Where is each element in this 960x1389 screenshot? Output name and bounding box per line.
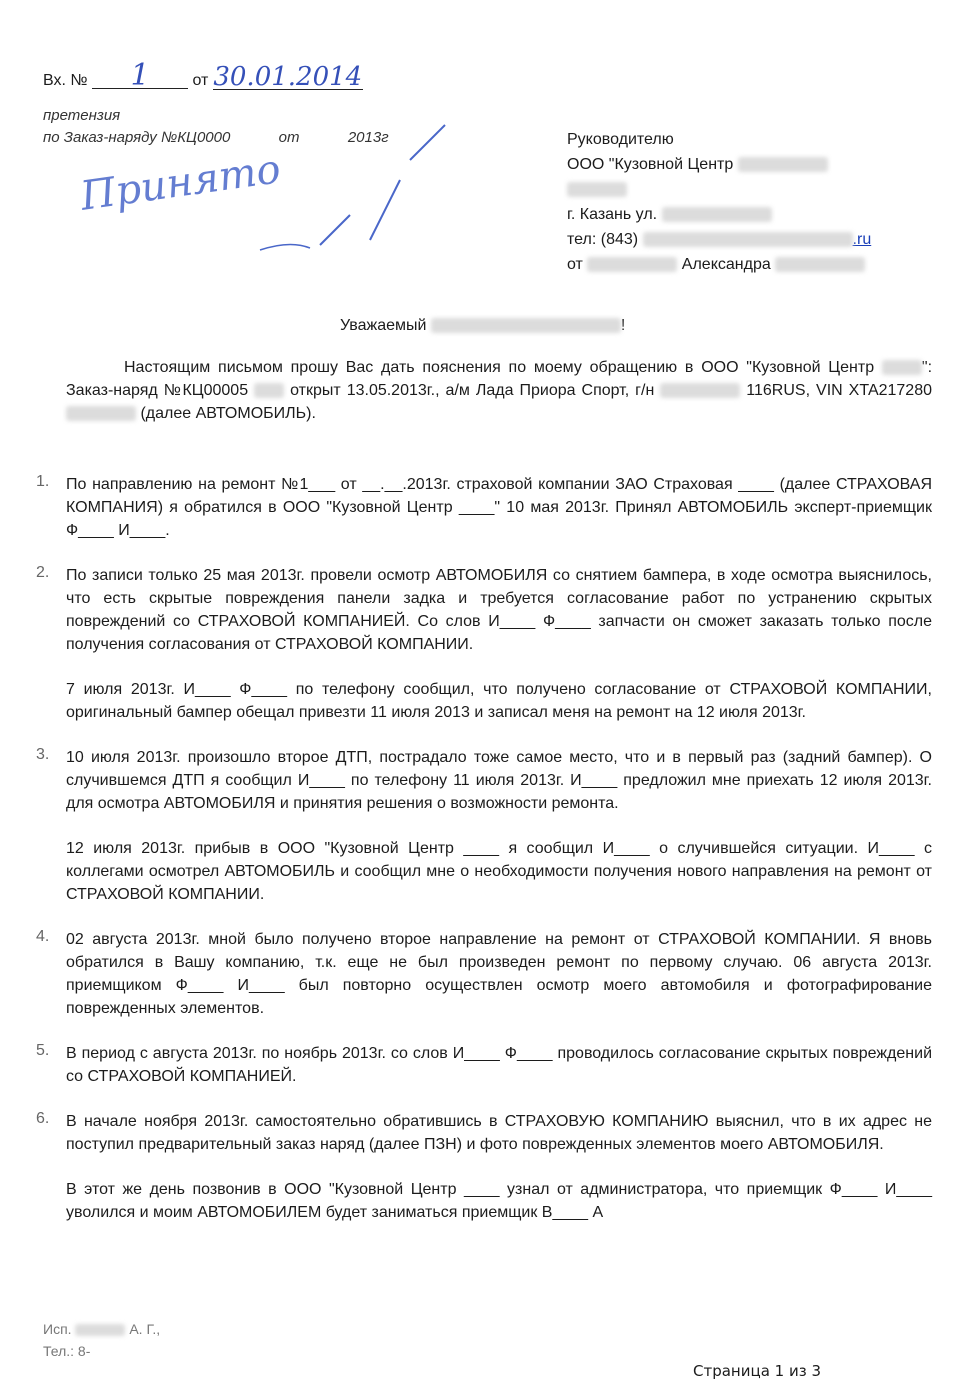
addressee-company: ООО "Кузовной Центр [567, 152, 947, 177]
list-item: 5. В период с августа 2013г. по ноябрь 2013г. со слов И____ Ф____ проводилось согласование скрытых повреждений со СТРАХОВОЙ КОМПАНИЕЙ. [66, 1042, 932, 1088]
item-paragraph: В начале ноября 2013г. самостоятельно обратившись в СТРАХОВУЮ КОМПАНИЮ выяснил, что в их адрес не поступил предварительный заказ наряд (далее ПЗН) и фото поврежденных элементов моего АВТОМОБИЛЯ. [66, 1113, 932, 1153]
subject-order-number: по Заказ-наряду №КЦ0000 [43, 129, 231, 146]
list-item: 1. По направлению на ремонт №1___ от __.__.2013г. страховой компании ЗАО Страховая ____ (далее СТРАХОВАЯ КОМПАНИЯ) я обратился в ООО "Кузовной Центр ____" 10 мая 2013г. Принял АВТОМОБИЛЬ эксперт-приемщик Ф____ И____. [66, 473, 932, 542]
list-item: 4. 02 августа 2013г. мной было получено второе направление на ремонт от СТРАХОВОЙ КОМПАНИИ. Я вновь обратился в Вашу компанию, т.к. еще не был произведен ремонт по первому случаю. 06 августа 2013г. приемщиком Ф____ И____ был повторно осуществлен осмотр моего автомобиля и фотографирование поврежденных элементов. [66, 928, 932, 1020]
list-item: 6. В начале ноября 2013г. самостоятельно обратившись в СТРАХОВУЮ КОМПАНИЮ выяснил, что в их адрес не поступил предварительный заказ наряд (далее ПЗН) и фото поврежденных элементов моего АВТОМОБИЛЯ. В этот же день позвонив в ООО "Кузовной Центр ____ узнал от администратора, что приемщик Ф____ И____ уволился и моим АВТОМОБИЛЕМ будет заниматься приемщик В____ А [66, 1110, 932, 1224]
executor-initials: А. Г., [129, 1321, 161, 1337]
handwritten-signature: Принято [77, 146, 284, 220]
incoming-from-label: от [192, 72, 209, 89]
executor-phone: Тел.: 8- [43, 1343, 91, 1359]
subject-year: 2013г [347, 129, 389, 146]
addressee-redacted-line [567, 177, 947, 202]
addressee-phone: тел: (843) .ru [567, 231, 872, 248]
signature-strokes [250, 120, 470, 260]
item-paragraph: В этот же день позвонив в ООО "Кузовной Центр ____ узнал от администратора, что приемщик Ф____ И____ уволился и моим АВТОМОБИЛЕМ будет заниматься приемщик В____ А [66, 1181, 932, 1221]
claim-items-list [36, 473, 932, 1246]
subject-line1: претензия [43, 107, 121, 124]
executor-label: Исп. [43, 1321, 72, 1337]
item-paragraph: По записи только 25 мая 2013г. провели осмотр АВТОМОБИЛЯ со снятием бампера, в ходе осмотра выяснилось, что есть скрытые повреждения панели задка и требуется согласование работ по устранению скрытых повреждений со СТРАХОВОЙ КОМПАНИЕЙ. Со слов И____ Ф____ запчасти он сможет заказать только после получения согласования от СТРАХОВОЙ КОМПАНИИ. [66, 567, 932, 653]
addressee-sender: от Александра [567, 252, 947, 277]
incoming-registration [43, 58, 363, 93]
item-paragraph: По направлению на ремонт №1___ от __.__.2013г. страховой компании ЗАО Страховая ____ (далее СТРАХОВАЯ КОМПАНИЯ) я обратился в ООО "Кузовной Центр ____" 10 мая 2013г. Принял АВТОМОБИЛЬ эксперт-приемщик Ф____ И____. [66, 476, 932, 539]
addressee-address: г. Казань ул. [567, 202, 947, 227]
addressee-title: Руководителю [567, 131, 674, 148]
executor-block [43, 1318, 343, 1362]
item-paragraph: 12 июля 2013г. прибыв в ООО "Кузовной Центр ____ я сообщил И____ о случившейся ситуации. И____ с коллегами осмотрел АВТОМОБИЛЬ и сообщил мне о необходимости получения нового направления на ремонт от СТРАХОВОЙ КОМПАНИИ. [66, 840, 932, 903]
list-item: 2. По записи только 25 мая 2013г. провели осмотр АВТОМОБИЛЯ со снятием бампера, в ходе осмотра выяснилось, что есть скрытые повреждения панели задка и требуется согласование работ по устранению скрытых повреждений со СТРАХОВОЙ КОМПАНИЕЙ. Со слов И____ Ф____ запчасти он сможет заказать только после получения согласования от СТРАХОВОЙ КОМПАНИИ. 7 июля 2013г. И____ Ф____ по телефону сообщил, что получено согласование от СТРАХОВОЙ КОМПАНИИ, оригинальный бампер обещал привезти 11 июля 2013 и записал меня на ремонт на 12 июля 2013г. [66, 564, 932, 724]
item-paragraph: 02 августа 2013г. мной было получено второе направление на ремонт от СТРАХОВОЙ КОМПАНИИ. Я вновь обратился в Вашу компанию, т.к. еще не был произведен ремонт по первому случаю. 06 августа 2013г. приемщиком Ф____ И____ был повторно осуществлен осмотр моего автомобиля и фотографирование поврежденных элементов. [66, 931, 932, 1017]
subject-from: от [278, 129, 300, 146]
addressee-email-link[interactable]: .ru [852, 231, 872, 248]
incoming-date: 30.01.2014 [213, 62, 363, 92]
intro-paragraph: Настоящим письмом прошу Вас дать пояснения по моему обращению в ООО "Кузовной Центр ": Заказ-наряд №КЦ00005 открыт 13.05.2013г., а/м Лада Приора Спорт, г/н 116RUS, VIN XTA217280 (далее АВТОМОБИЛЬ). [66, 359, 933, 422]
item-paragraph: 10 июля 2013г. произошло второе ДТП, пострадало тоже самое место, что и в первый раз (задний бампер). О случившемся ДТП я сообщил И____ по телефону 11 июля 2013г. И____ предложил мне приехать 12 июля 2013г. для осмотра АВТОМОБИЛЯ и принятия решения о возможности ремонта. [66, 749, 932, 812]
incoming-number: 1 [92, 64, 188, 89]
item-paragraph: 7 июля 2013г. И____ Ф____ по телефону сообщил, что получено согласование от СТРАХОВОЙ КОМПАНИИ, оригинальный бампер обещал привезти 11 июля 2013 и записал меня на ремонт на 12 июля 2013г. [66, 681, 932, 721]
addressee-block [567, 127, 947, 277]
item-paragraph: В период с августа 2013г. по ноябрь 2013г. со слов И____ Ф____ проводилось согласование скрытых повреждений со СТРАХОВОЙ КОМПАНИЕЙ. [66, 1045, 932, 1085]
salutation: Уважаемый ! [340, 317, 626, 334]
list-item: 3. 10 июля 2013г. произошло второе ДТП, пострадало тоже самое место, что и в первый раз (задний бампер). О случившемся ДТП я сообщил И____ по телефону 11 июля 2013г. И____ предложил мне приехать 12 июля 2013г. для осмотра АВТОМОБИЛЯ и принятия решения о возможности ремонта. 12 июля 2013г. прибыв в ООО "Кузовной Центр ____ я сообщил И____ о случившейся ситуации. И____ с коллегами осмотрел АВТОМОБИЛЬ и сообщил мне о необходимости получения нового направления на ремонт от СТРАХОВОЙ КОМПАНИИ. [66, 746, 932, 906]
page-number: Страница 1 из 3 [693, 1362, 821, 1380]
incoming-prefix: Вх. № [43, 72, 88, 89]
